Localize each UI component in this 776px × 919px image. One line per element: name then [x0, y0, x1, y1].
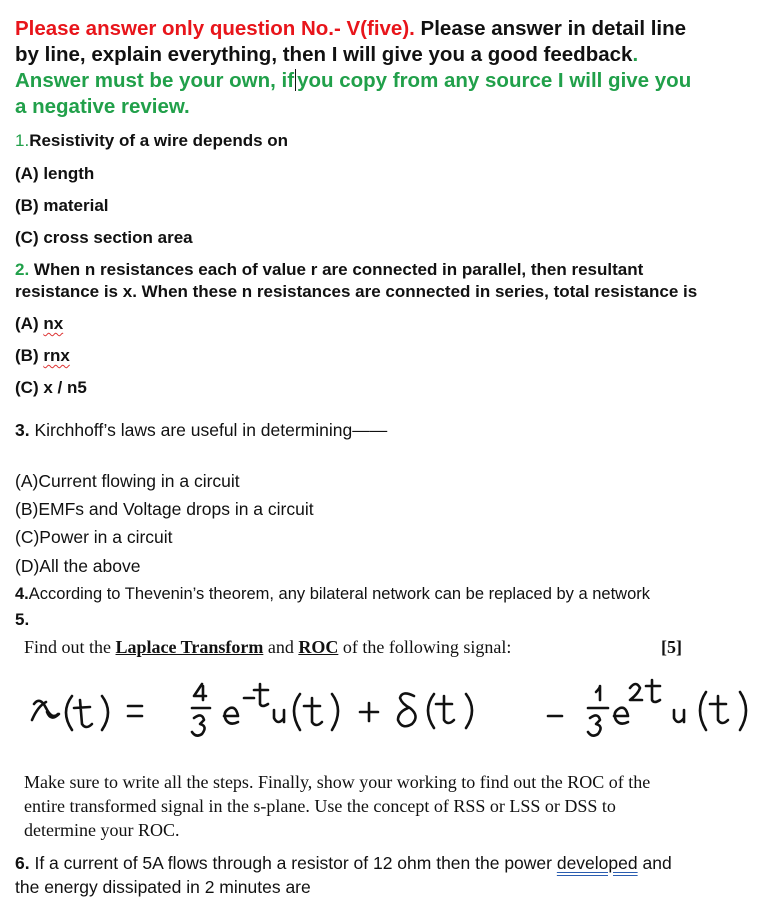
q2-option-a	[15, 314, 63, 334]
q3-option-a: (A)Current flowing in a circuit	[15, 471, 240, 491]
eq-exp-t-1	[254, 684, 268, 706]
question-6-text-a: If a current of 5A flows through a resistor of 12 ohm then the power	[29, 853, 557, 873]
question-4	[15, 585, 650, 604]
question-5-number: 5.	[15, 610, 30, 629]
handwritten-equation	[22, 676, 762, 758]
eq-u-1	[274, 710, 284, 722]
question-6-text-c: and	[637, 853, 672, 873]
q5-instruction-2: entire transformed signal in the s-plane. Use the concept of RSS or LSS or DSS to	[24, 796, 616, 816]
question-6-line-2: the energy dissipated in 2 minutes are	[15, 877, 311, 897]
header-line-3	[15, 69, 691, 93]
header-green-dot: .	[632, 43, 639, 66]
question-1	[15, 131, 288, 151]
header-red-text: Please answer only question No.- V(five).	[15, 17, 415, 40]
question-6-line-1	[15, 853, 672, 874]
q5-instruction-1: Make sure to write all the steps. Finally, show your working to find out the ROC of the	[24, 772, 651, 792]
header-green-text-b: you copy from any source I will give you	[297, 69, 692, 92]
question-2-text-1: When n resistances each of value r are connected in parallel, then resultant	[29, 260, 644, 279]
q2-option-c: (C) x / n5	[15, 378, 87, 397]
eq-e-2	[614, 708, 628, 724]
q5-roc: ROC	[298, 637, 339, 657]
eq-u-2	[674, 710, 684, 722]
q2-option-b-prefix: (B)	[15, 346, 44, 365]
eq-e-1	[224, 708, 238, 724]
eq-t-4	[710, 696, 728, 723]
eq-paren-open-2	[294, 694, 300, 730]
header-line-2	[15, 43, 638, 67]
eq-exp-2	[630, 684, 642, 700]
eq-paren-open-1	[66, 696, 72, 730]
header-black-text-2: by line, explain everything, then I will give you a good feedback	[15, 43, 633, 66]
question-6-developed: developed	[556, 853, 638, 873]
q1-option-c: (C) cross section area	[15, 228, 193, 247]
q5-instruction-3: determine your ROC.	[24, 820, 180, 840]
eq-t-2	[304, 698, 322, 725]
eq-exp-t-2	[646, 680, 660, 702]
eq-frac1-num	[194, 684, 206, 700]
eq-paren-close-3	[466, 694, 472, 728]
eq-frac2-den	[588, 715, 601, 735]
text-cursor	[295, 69, 296, 91]
question-3	[15, 420, 387, 441]
question-1-text: Resistivity of a wire depends on	[29, 131, 289, 150]
eq-t-1	[74, 700, 92, 727]
header-black-text: Please answer in detail line	[414, 17, 687, 40]
q1-option-a: (A) length	[15, 164, 95, 183]
question-3-text: Kirchhoff’s laws are useful in determining——	[29, 420, 388, 440]
q2-option-a-value: nx	[43, 314, 64, 333]
eq-t-3	[436, 696, 454, 723]
q5-find-suffix: of the following signal:	[338, 637, 512, 657]
q2-option-b	[15, 346, 70, 366]
eq-x	[32, 701, 59, 720]
q3-option-b: (B)EMFs and Voltage drops in a circuit	[15, 499, 314, 519]
eq-delta	[398, 693, 416, 726]
question-2-line-2: resistance is x. When these n resistances are connected in series, total resistance is	[15, 282, 698, 301]
eq-frac1-den	[192, 715, 205, 735]
question-2-line-1	[15, 260, 643, 280]
q5-laplace: Laplace Transform	[115, 637, 264, 657]
question-3-number: 3.	[15, 420, 30, 440]
q5-marks: [5]	[661, 637, 682, 657]
eq-paren-open-3	[428, 694, 434, 728]
eq-paren-close-1	[102, 696, 108, 730]
q3-option-d: (D)All the above	[15, 556, 141, 576]
question-5-prompt	[24, 637, 511, 658]
question-6-number: 6.	[15, 853, 30, 873]
header-line-4: a negative review.	[15, 95, 190, 118]
eq-frac2-num	[596, 686, 600, 700]
question-4-number: 4.	[15, 585, 29, 603]
eq-paren-close-4	[740, 692, 746, 730]
q2-option-b-value: rnx	[43, 346, 70, 365]
eq-paren-close-2	[332, 694, 338, 730]
q3-option-c: (C)Power in a circuit	[15, 527, 173, 547]
header-green-text-a: Answer must be your own, if	[15, 69, 295, 92]
eq-paren-open-4	[700, 692, 706, 730]
q5-and: and	[263, 637, 299, 657]
header-line-1	[15, 17, 686, 41]
q1-option-b: (B) material	[15, 196, 109, 215]
question-1-number: 1.	[15, 131, 30, 150]
question-2-number: 2.	[15, 260, 30, 279]
q2-option-a-prefix: (A)	[15, 314, 44, 333]
q5-find-prefix: Find out the	[24, 637, 116, 657]
question-4-text: According to Thevenin’s theorem, any bilateral network can be replaced by a network	[28, 585, 651, 603]
